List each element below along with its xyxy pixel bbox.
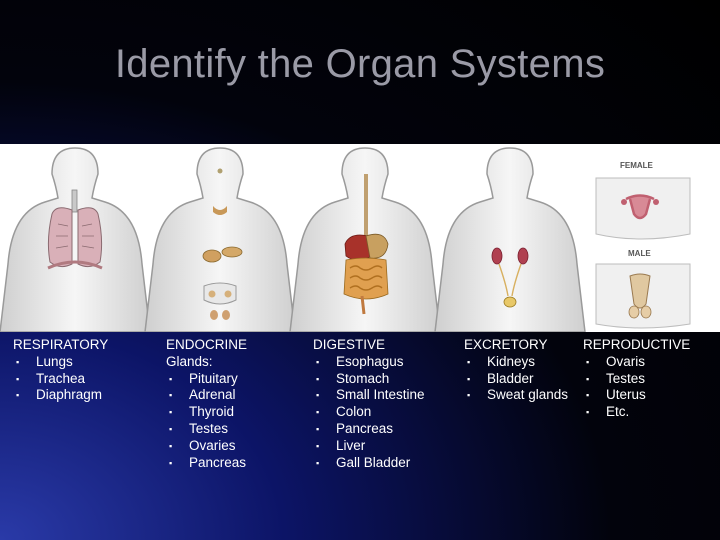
list-item: ▪ Liver (313, 438, 425, 455)
list-item: ▪ Gall Bladder (313, 455, 425, 472)
digestive-column (313, 337, 425, 471)
list-item: ▪ Small Intestine (313, 387, 425, 404)
column-heading: DIGESTIVE (313, 337, 386, 352)
list-item: ▪ Uterus (583, 387, 690, 404)
list-item: ▪ Etc. (583, 404, 690, 421)
list-item: ▪ Stomach (313, 371, 425, 388)
column-subheading: Glands: (166, 353, 213, 369)
female-label: FEMALE (620, 161, 653, 170)
list-item: ▪ Diaphragm (13, 387, 108, 404)
column-heading: EXCRETORY (464, 337, 548, 352)
respiratory-list (13, 354, 108, 404)
list-item: ▪ Pancreas (166, 455, 247, 472)
list-item: ▪ Thyroid (166, 404, 247, 421)
list-item: ▪ Kidneys (464, 354, 568, 371)
endocrine-list (166, 371, 247, 472)
reproductive-female-panel (596, 161, 690, 239)
excretory-column (464, 337, 568, 404)
list-item: ▪ Adrenal (166, 387, 247, 404)
reproductive-male-panel (596, 249, 690, 328)
list-item: ▪ Testes (166, 421, 247, 438)
column-heading: ENDOCRINE (166, 337, 248, 352)
body-silhouette-respiratory (0, 148, 150, 332)
list-item: ▪ Lungs (13, 354, 108, 371)
list-item: ▪ Pituitary (166, 371, 247, 388)
list-item: ▪ Testes (583, 371, 690, 388)
column-heading: RESPIRATORY (13, 337, 109, 352)
list-item: ▪ Esophagus (313, 354, 425, 371)
list-item: ▪ Trachea (13, 371, 108, 388)
reproductive-list (583, 354, 690, 421)
column-heading: REPRODUCTIVE (583, 337, 691, 352)
excretory-list (464, 354, 568, 404)
slide-title: Identify the Organ Systems (114, 42, 606, 86)
list-item: ▪ Colon (313, 404, 425, 421)
list-item: ▪ Bladder (464, 371, 568, 388)
male-label: MALE (628, 249, 651, 258)
reproductive-column (583, 337, 690, 421)
respiratory-column (13, 337, 108, 404)
endocrine-column (166, 337, 247, 471)
digestive-list (313, 354, 425, 472)
list-item: ▪ Ovaries (166, 438, 247, 455)
list-item: ▪ Ovaris (583, 354, 690, 371)
organ-systems-illustration (0, 144, 720, 332)
organ-systems-figure (0, 144, 720, 332)
list-item: ▪ Sweat glands (464, 387, 568, 404)
list-item: ▪ Pancreas (313, 421, 425, 438)
